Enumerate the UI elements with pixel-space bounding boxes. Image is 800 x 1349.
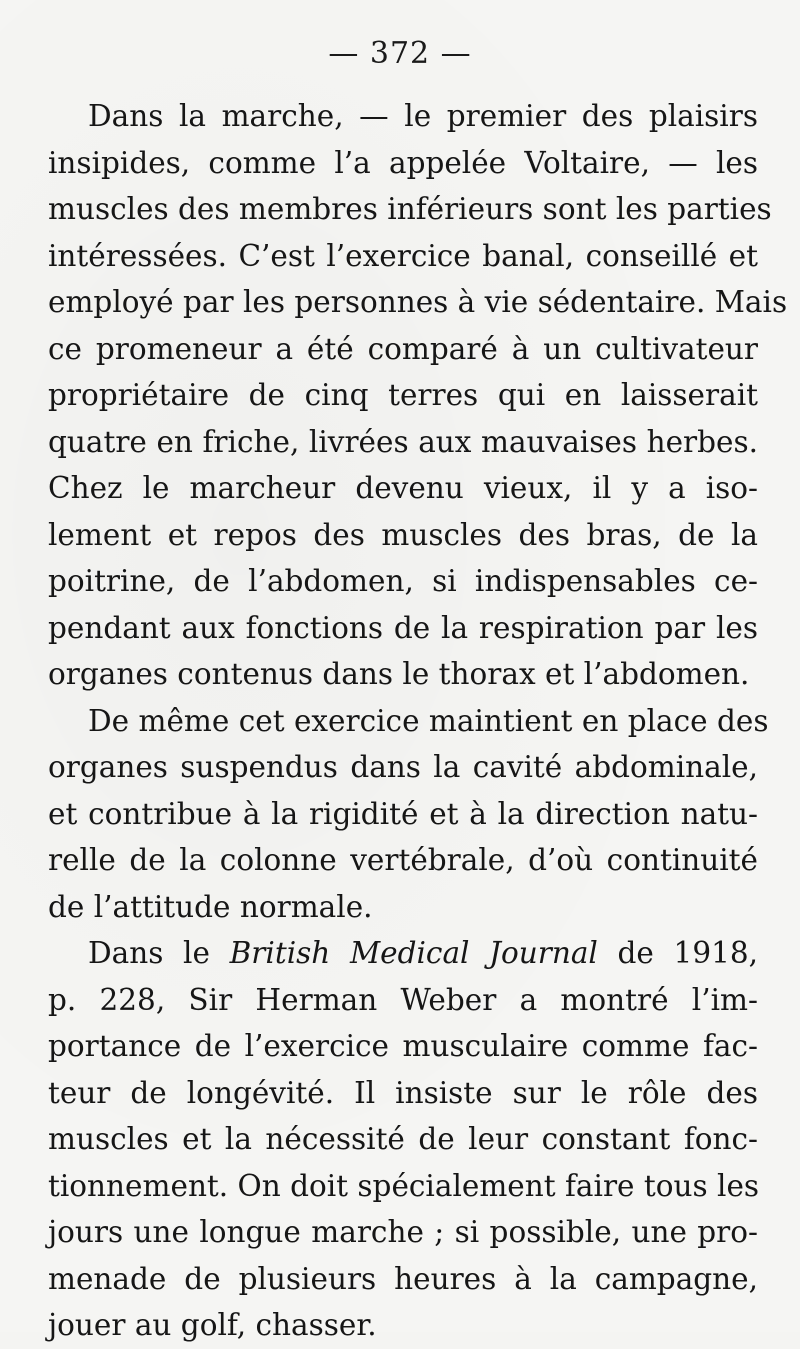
text-line: intéressées. C’est l’exercice banal, conseillé et [48, 238, 758, 273]
text-line: muscles des membres inférieurs sont les parties [48, 192, 772, 226]
text-line: propriétaire de cinq terres qui en laisserait [48, 378, 758, 412]
text-line: jours une longue marche ; si possible, une pro- [48, 1215, 758, 1249]
text-line: organes suspendus dans la cavité abdominale, [48, 750, 758, 784]
paragraph-3 [48, 930, 758, 1349]
text-line: quatre en friche, livrées aux mauvaises herbes. [48, 424, 758, 459]
page-number: — 372 — [328, 36, 472, 71]
text-line: menade de plusieurs heures à la campagne, [48, 1261, 758, 1296]
text-line: tionnement. On doit spécialement faire tous les [48, 1168, 760, 1203]
text-run: de 1918, [597, 936, 758, 970]
text-line: De même cet exercice maintient en place des [88, 703, 769, 738]
paragraph-2 [48, 698, 769, 931]
text-line [48, 930, 758, 977]
text-line: portance de l’exercice musculaire comme fac- [48, 1029, 758, 1063]
text-line: organes contenus dans le thorax et l’abdomen. [48, 657, 750, 691]
text-line: teur de longévité. Il insiste sur le rôle des [48, 1075, 758, 1110]
text-line: ce promeneur a été comparé à un cultivateur [48, 331, 758, 366]
body-text [48, 93, 788, 1349]
text-line: muscles et la nécessité de leur constant fonc- [48, 1122, 758, 1156]
text-line: lement et repos des muscles des bras, de la [48, 517, 758, 552]
text-line: Chez le marcheur devenu vieux, il y a iso- [48, 471, 758, 505]
text-line: et contribue à la rigidité et à la direction natu- [48, 796, 758, 831]
journal-title: British Medical Journal [229, 936, 598, 970]
text-run: Dans le [88, 936, 230, 970]
text-line: relle de la colonne vertébrale, d’où continuité [48, 843, 758, 877]
paragraph-1 [48, 93, 788, 698]
text-line: insipides, comme l’a appelée Voltaire, — les [48, 145, 758, 180]
text-line: employé par les personnes à vie sédentaire. Mais [48, 285, 788, 319]
text-line: de l’attitude normale. [48, 889, 373, 924]
text-line: poitrine, de l’abdomen, si indispensables ce- [48, 564, 758, 598]
text-line: jouer au golf, chasser. [48, 1308, 377, 1342]
text-line: Dans la marche, — le premier des plaisirs [88, 99, 758, 133]
text-line: pendant aux fonctions de la respiration par les [48, 610, 758, 645]
text-line: p. 228, Sir Herman Weber a montré l’im- [48, 982, 758, 1017]
